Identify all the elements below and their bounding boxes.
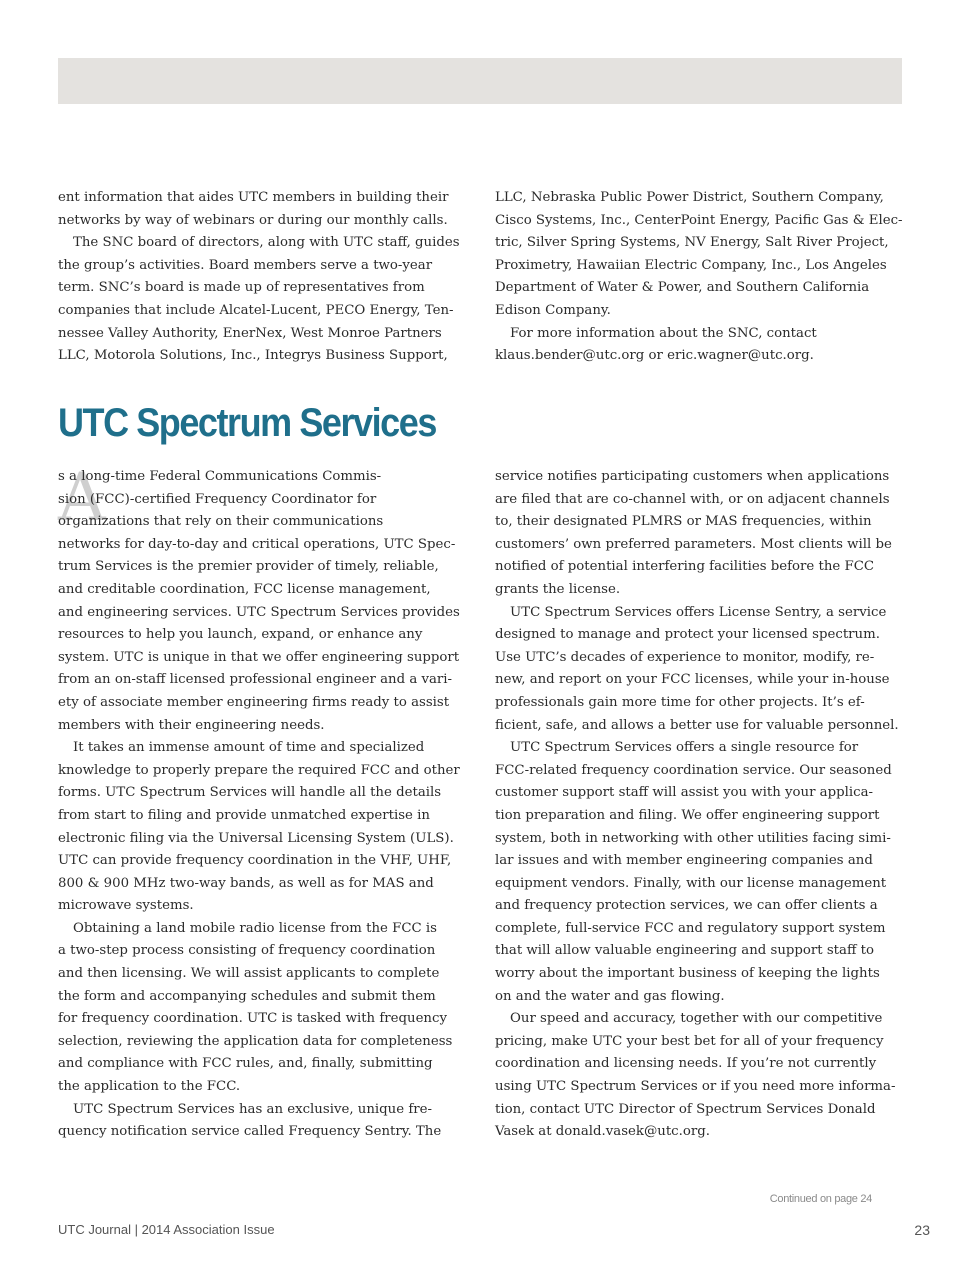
main-right-column: [495, 466, 899, 1144]
text-line: the form and accompanying schedules and submit them: [58, 988, 436, 1004]
text-line: companies that include Alcatel-Lucent, PECO Energy, Ten-: [58, 302, 454, 318]
text-line: UTC can provide frequency coordination in the VHF, UHF,: [58, 853, 452, 869]
text-line: and engineering services. UTC Spectrum Services provides: [58, 604, 460, 620]
text-line: klaus.bender@utc.org or eric.wagner@utc.org.: [495, 348, 814, 364]
text-line: the application to the FCC.: [58, 1079, 241, 1095]
text-line: tric, Silver Spring Systems, NV Energy, Salt River Project,: [495, 235, 889, 251]
text-line: nessee Valley Authority, EnerNex, West Monroe Partners: [58, 325, 442, 341]
text-line: lar issues and with member engineering companies and: [495, 853, 873, 869]
top-right-column: [495, 187, 903, 368]
text-line: new, and report on your FCC licenses, while your in-house: [495, 672, 890, 688]
text-line: Our speed and accuracy, together with our competitive: [510, 1011, 883, 1027]
text-line: UTC Spectrum Services offers a single resource for: [510, 740, 859, 756]
text-line: For more information about the SNC, contact: [510, 325, 817, 341]
text-line: Department of Water & Power, and Southern California: [495, 280, 870, 296]
text-line: grants the license.: [495, 581, 621, 597]
text-line: complete, full-service FCC and regulatory support system: [495, 920, 886, 936]
text-line: pricing, make UTC your best bet for all of your frequency: [495, 1033, 884, 1049]
text-line: a two-step process consisting of frequency coordination: [58, 943, 436, 959]
text-line: Proximetry, Hawaiian Electric Company, Inc., Los Angeles: [495, 257, 887, 273]
text-line: knowledge to properly prepare the required FCC and other: [58, 762, 460, 778]
text-line: Use UTC’s decades of experience to monitor, modify, re-: [495, 649, 875, 665]
text-line: selection, reviewing the application data for completeness: [58, 1033, 453, 1049]
text-line: Obtaining a land mobile radio license from the FCC is: [73, 920, 438, 936]
text-line: The SNC board of directors, along with UTC staff, guides: [73, 235, 460, 251]
text-line: sion (FCC)-certified Frequency Coordinator for: [58, 491, 377, 507]
footer-publication: UTC Journal | 2014 Association Issue: [58, 1222, 275, 1237]
text-line: designed to manage and protect your licensed spectrum.: [495, 627, 880, 643]
text-line: UTC Spectrum Services offers License Sentry, a service: [510, 604, 887, 620]
text-line: customers’ own preferred parameters. Most clients will be: [495, 536, 892, 552]
text-line: to, their designated PLMRS or MAS frequencies, within: [495, 514, 872, 530]
text-line: from an on-staff licensed professional engineer and a vari-: [58, 672, 453, 688]
text-line: electronic filing via the Universal Licensing System (ULS).: [58, 830, 454, 846]
text-line: notified of potential interfering facilities before the FCC: [495, 559, 875, 575]
header-band: [58, 58, 902, 104]
text-line: Edison Company.: [495, 302, 611, 318]
section-title: UTC Spectrum Services: [58, 401, 436, 445]
text-line: coordination and licensing needs. If you’re not currently: [495, 1056, 877, 1072]
text-line: Vasek at donald.vasek@utc.org.: [495, 1124, 710, 1140]
text-line: Cisco Systems, Inc., CenterPoint Energy, Pacific Gas & Elec-: [495, 212, 903, 228]
text-line: professionals gain more time for other projects. It’s ef-: [495, 694, 865, 710]
text-line: tion preparation and filing. We offer engineering support: [495, 807, 880, 823]
text-line: that will allow valuable engineering and support staff to: [495, 943, 874, 959]
text-line: microwave systems.: [58, 898, 194, 914]
text-line: and frequency protection services, we can offer clients a: [495, 898, 878, 914]
text-line: system, both in networking with other utilities facing simi-: [495, 830, 891, 846]
text-line: equipment vendors. Finally, with our license management: [495, 875, 887, 891]
text-line: tion, contact UTC Director of Spectrum Services Donald: [495, 1101, 876, 1117]
top-left-column: [58, 187, 460, 368]
text-line: UTC Spectrum Services has an exclusive, unique fre-: [73, 1101, 432, 1117]
text-line: forms. UTC Spectrum Services will handle all the details: [58, 785, 442, 801]
text-line: LLC, Motorola Solutions, Inc., Integrys Business Support,: [58, 348, 448, 364]
text-line: networks for day-to-day and critical operations, UTC Spec-: [58, 536, 456, 552]
text-line: trum Services is the premier provider of timely, reliable,: [58, 559, 439, 575]
drop-cap: A: [58, 459, 106, 536]
text-line: members with their engineering needs.: [58, 717, 325, 733]
text-line: the group’s activities. Board members serve a two-year: [58, 257, 433, 273]
continued-note: Continued on page 24: [769, 1193, 872, 1205]
text-line: system. UTC is unique in that we offer engineering support: [58, 649, 460, 665]
text-line: s a long-time Federal Communications Commis-: [58, 469, 382, 484]
text-line: using UTC Spectrum Services or if you need more informa-: [495, 1079, 896, 1095]
text-line: and compliance with FCC rules, and, finally, submitting: [58, 1056, 433, 1072]
text-line: ficient, safe, and allows a better use for valuable personnel.: [495, 717, 899, 733]
text-line: quency notification service called Frequency Sentry. The: [58, 1124, 442, 1140]
text-line: LLC, Nebraska Public Power District, Southern Company,: [495, 190, 884, 205]
text-line: are filed that are co-channel with, or on adjacent channels: [495, 491, 890, 507]
text-line: FCC-related frequency coordination service. Our seasoned: [495, 762, 892, 778]
page-number: 23: [914, 1222, 930, 1238]
text-line: It takes an immense amount of time and specialized: [73, 740, 425, 756]
text-line: 800 & 900 MHz two-way bands, as well as for MAS and: [58, 875, 434, 891]
text-line: and then licensing. We will assist applicants to complete: [58, 966, 440, 982]
text-line: and creditable coordination, FCC license management,: [58, 581, 431, 597]
text-line: organizations that rely on their communications: [58, 514, 384, 530]
text-line: worry about the important business of keeping the lights: [495, 966, 880, 982]
text-line: ety of associate member engineering firms ready to assist: [58, 694, 450, 710]
text-line: resources to help you launch, expand, or enhance any: [58, 627, 423, 643]
text-line: networks by way of webinars or during our monthly calls.: [58, 212, 448, 228]
text-line: term. SNC’s board is made up of representatives from: [58, 280, 425, 296]
text-line: for frequency coordination. UTC is tasked with frequency: [58, 1011, 447, 1027]
main-left-column: [58, 459, 460, 1144]
text-line: customer support staff will assist you with your applica-: [495, 785, 874, 801]
text-line: service notifies participating customers when applications: [495, 469, 890, 484]
text-line: on and the water and gas flowing.: [495, 988, 725, 1004]
text-line: from start to filing and provide unmatched expertise in: [58, 807, 430, 823]
text-line: ent information that aides UTC members in building their: [58, 190, 449, 205]
